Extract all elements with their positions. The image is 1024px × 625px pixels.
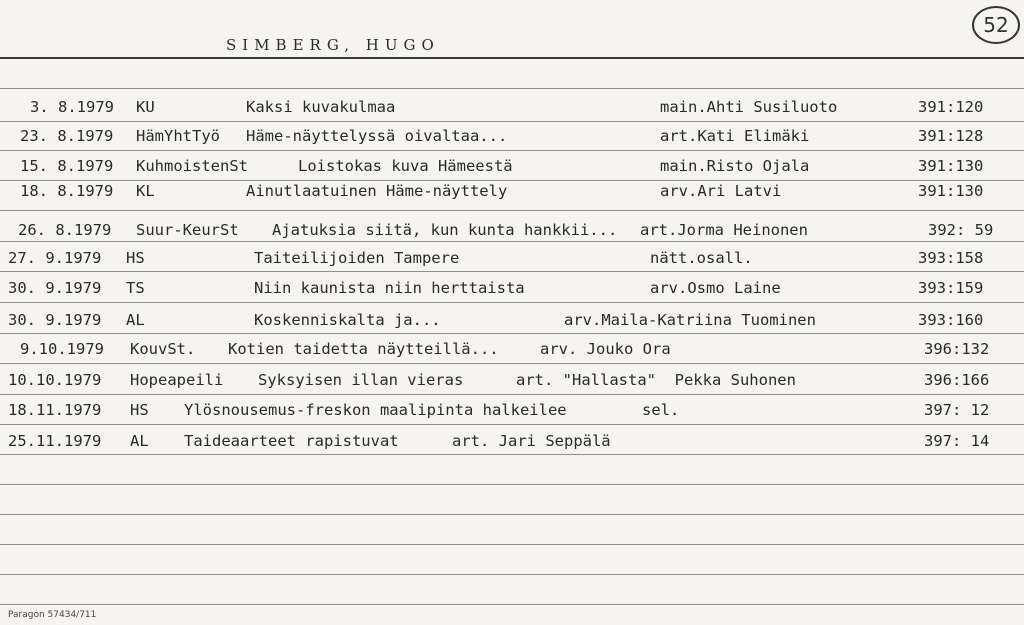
entry-ref: 393:160 — [918, 311, 984, 329]
entry-source: TS — [126, 279, 145, 297]
entry-title: Niin kaunista niin herttaista — [254, 279, 525, 297]
entry-ref: 393:158 — [918, 249, 984, 267]
entry-date: 15. 8.1979 — [20, 157, 114, 175]
entry-source: HämYhtTyö — [136, 127, 220, 145]
list-item — [0, 247, 1024, 273]
entry-date: 10.10.1979 — [8, 371, 102, 389]
ruled-line — [0, 574, 1024, 575]
ruled-line — [0, 210, 1024, 211]
entry-author: arv.Ari Latvi — [660, 182, 782, 200]
list-item — [0, 277, 1024, 303]
list-item — [0, 338, 1024, 364]
entry-date: 18.11.1979 — [8, 401, 102, 419]
entry-ref: 391:130 — [918, 182, 984, 200]
page-number: 52 — [983, 13, 1009, 37]
entry-date: 27. 9.1979 — [8, 249, 102, 267]
entry-title: Taiteilijoiden Tampere — [254, 249, 460, 267]
page-number-circle — [972, 6, 1020, 44]
list-item — [0, 430, 1024, 456]
ruled-line — [0, 514, 1024, 515]
entry-ref: 392: 59 — [928, 221, 994, 239]
entry-author: art.Jorma Heinonen — [640, 221, 808, 239]
entry-date: 9.10.1979 — [20, 340, 104, 358]
ruled-line — [0, 604, 1024, 605]
entry-ref: 391:130 — [918, 157, 984, 175]
entry-ref: 397: 14 — [924, 432, 990, 450]
card-title: SIMBERG, HUGO — [226, 36, 440, 54]
ruled-line — [0, 88, 1024, 89]
list-item — [0, 369, 1024, 395]
entry-title: Ylösnousemus-freskon maalipinta halkeilee — [184, 401, 567, 419]
entry-title: Kaksi kuvakulmaa — [246, 98, 396, 116]
entry-author: nätt.osall. — [650, 249, 753, 267]
entry-author: sel. — [642, 401, 680, 419]
entry-source: KU — [136, 98, 155, 116]
entry-author: art. Jari Seppälä — [452, 432, 611, 450]
entry-date: 25.11.1979 — [8, 432, 102, 450]
entry-author: main.Risto Ojala — [660, 157, 810, 175]
list-item — [0, 399, 1024, 425]
entry-title: Ajatuksia siitä, kun kunta hankkii... — [272, 221, 618, 239]
list-item — [0, 219, 1024, 245]
entry-source: AL — [130, 432, 149, 450]
entry-source: KouvSt. — [130, 340, 196, 358]
entry-title: Koskenniskalta ja... — [254, 311, 441, 329]
entry-author: arv. Jouko Ora — [540, 340, 671, 358]
list-item — [0, 155, 1024, 181]
entry-ref: 393:159 — [918, 279, 984, 297]
entry-ref: 397: 12 — [924, 401, 990, 419]
entry-ref: 396:132 — [924, 340, 990, 358]
entry-author: arv.Osmo Laine — [650, 279, 781, 297]
entry-title: Syksyisen illan vieras — [258, 371, 464, 389]
ruled-line — [0, 57, 1024, 59]
entry-source: KuhmoistenSt — [136, 157, 248, 175]
list-item — [0, 125, 1024, 151]
entry-title: Kotien taidetta näytteillä... — [228, 340, 499, 358]
entry-ref: 396:166 — [924, 371, 990, 389]
list-item — [0, 180, 1024, 206]
card-footer: Paragon 57434/711 — [8, 610, 97, 620]
entry-source: Suur-KeurSt — [136, 221, 239, 239]
entry-date: 3. 8.1979 — [30, 98, 114, 116]
entry-date: 18. 8.1979 — [20, 182, 114, 200]
ruled-line — [0, 544, 1024, 545]
entry-ref: 391:128 — [918, 127, 984, 145]
entry-source: HS — [130, 401, 149, 419]
entry-title: Ainutlaatuinen Häme-näyttely — [246, 182, 508, 200]
ruled-line — [0, 484, 1024, 485]
entry-source: Hopeapeili — [130, 371, 224, 389]
entry-author: art. "Hallasta" Pekka Suhonen — [516, 371, 796, 389]
entry-author: art.Kati Elimäki — [660, 127, 810, 145]
entry-title: Loistokas kuva Hämeestä — [298, 157, 513, 175]
entry-title: Häme-näyttelyssä oivaltaa... — [246, 127, 508, 145]
entry-date: 30. 9.1979 — [8, 311, 102, 329]
entry-source: HS — [126, 249, 145, 267]
entry-date: 26. 8.1979 — [18, 221, 112, 239]
entry-author: arv.Maila-Katriina Tuominen — [564, 311, 816, 329]
entry-source: AL — [126, 311, 145, 329]
entry-ref: 391:120 — [918, 98, 984, 116]
list-item — [0, 309, 1024, 335]
entry-source: KL — [136, 182, 155, 200]
list-item — [0, 96, 1024, 122]
entry-date: 23. 8.1979 — [20, 127, 114, 145]
entry-date: 30. 9.1979 — [8, 279, 102, 297]
entry-author: main.Ahti Susiluoto — [660, 98, 838, 116]
entry-title: Taideaarteet rapistuvat — [184, 432, 399, 450]
